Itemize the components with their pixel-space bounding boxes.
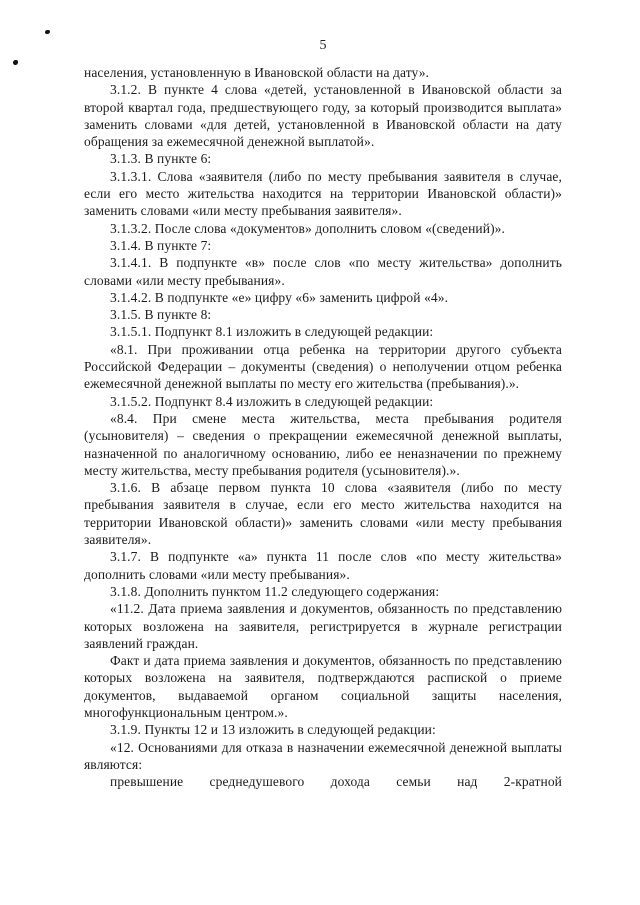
paragraph: населения, установленную в Ивановской области на дату». [84,65,430,80]
paragraph: «8.4. При смене места жительства, места пребывания родителя (усыновителя) – сведения о прекращении ежемесячной денежной выплаты, назначенной по аналогичному основанию, либо ее неназначении по прежнему месту жительства, месту пребывания родителя (усыновителя).». [84,410,562,478]
paragraph: 3.1.5.2. Подпункт 8.4 изложить в следующей редакции: [110,393,434,409]
page-number: 5 [319,38,327,53]
paragraph: 3.1.4.1. В подпункте «в» после слов «по месту жительства» дополнить словами «или месту пребывания». [84,255,562,288]
paragraph: 3.1.9. Пункты 12 и 13 изложить в следующей редакции: [110,722,436,738]
paragraph: «12. Основаниями для отказа в назначении ежемесячной денежной выплаты являются: [84,739,562,772]
paragraph: Факт и дата приема заявления и документов, обязанность по представлению которых возложена на заявителя, подтверждаются распиской о приеме документов, выдаваемой органом социальной защиты населения, многофункциональным центром.». [84,653,562,720]
paragraph: 3.1.3.1. Слова «заявителя (либо по месту пребывания заявителя в случае, если его место жительства находится на территории Ивановской области)» заменить словами «или месту пребывания заявителя». [84,168,562,219]
paragraph: 3.1.4. В пункте 7: [110,237,212,253]
paragraph: «8.1. При проживании отца ребенка на территории другого субъекта Российской Федерации – документы (сведения) о неполучении отцом ребенка ежемесячной денежной выплаты по месту его жительства (пребывания).». [84,341,562,392]
paragraph: 3.1.3. В пункте 6: [110,151,212,167]
paragraph: «11.2. Дата приема заявления и документов, обязанность по представлению которых возложена на заявителя, регистрируется в журнале регистрации заявлений граждан. [84,601,562,651]
paragraph: 3.1.3.2. После слова «документов» дополнить словом «(сведений)». [110,220,505,236]
paragraph: 3.1.2. В пункте 4 слова «детей, установленной в Ивановской области за второй квартал года, предшествующего году, за который производится выплата» заменить словами «для детей, установленной в Ивановской области на дату обращения за ежемесячной денежной выплатой». [84,82,562,150]
ink-speck [13,60,18,65]
paragraph: 3.1.6. В абзаце первом пункта 10 слова «заявителя (либо по месту пребывания заявителя в случае, если его место жительства находится на территории Ивановской области)» заменить словами «или месту пребывания заявителя». [84,480,562,548]
paragraph: 3.1.5. В пункте 8: [110,307,212,323]
paragraph: превышение среднедушевого дохода семьи над 2-кратной [110,774,562,790]
paragraph: 3.1.5.1. Подпункт 8.1 изложить в следующей редакции: [110,324,434,340]
paragraph: 3.1.8. Дополнить пунктом 11.2 следующего содержания: [110,583,440,599]
document-body [84,64,562,790]
paragraph: 3.1.4.2. В подпункте «е» цифру «6» заменить цифрой «4». [110,289,449,305]
paragraph: 3.1.7. В подпункте «а» пункта 11 после слов «по месту жительства» дополнить словами «или месту пребывания». [84,549,562,582]
ink-speck [45,30,50,34]
